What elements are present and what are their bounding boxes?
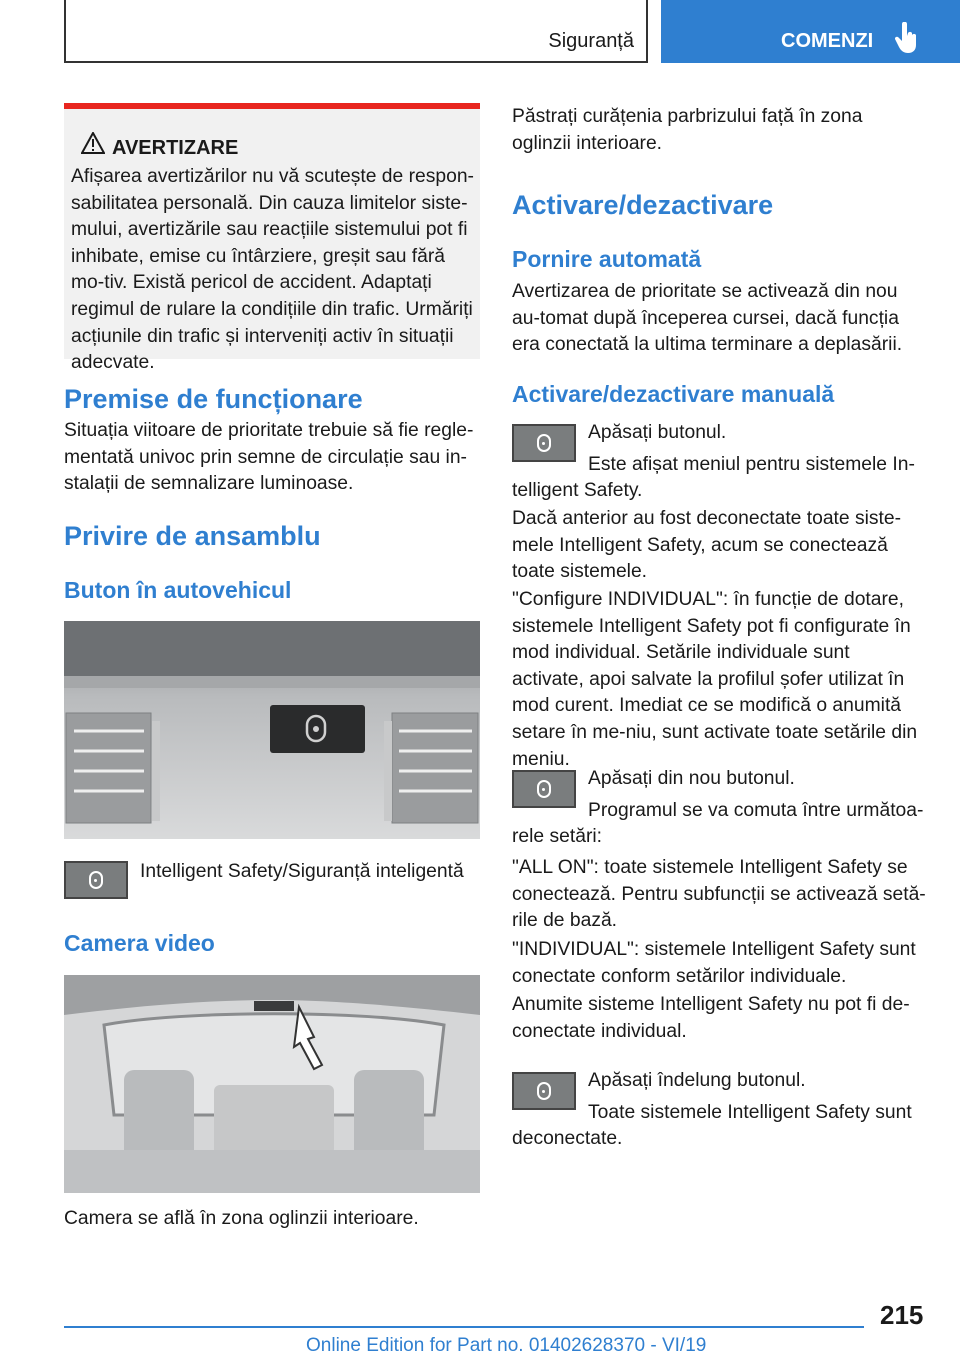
step3-line-b: Toate sistemele Intelligent Safety sunt bbox=[588, 1102, 912, 1123]
page-number: 215 bbox=[880, 1300, 924, 1330]
step1-line-c: telligent Safety. bbox=[512, 480, 643, 501]
heading-auto: Pornire automată bbox=[512, 246, 702, 272]
paragraph-config: "Configure INDIVIDUAL": în funcție de dotare, sistemele Intelligent Safety pot fi configurate în mod individual. Setările individuale sunt activate, apoi salvate la profilul șofer utilizat în mod curent. Imediat ce se modifică o anumită setare în me-niu, sunt activate toate setările din meniu. bbox=[512, 589, 918, 770]
intelligent-safety-button-icon bbox=[64, 861, 128, 899]
heading-premise: Premise de funcționare bbox=[64, 384, 363, 414]
paragraph-all-on: "ALL ON": toate sistemele Intelligent Safety se conectează. Pentru subfuncții se activează setă-rile de bază. bbox=[512, 857, 926, 932]
paragraph-some: Anumite sisteme Intelligent Safety nu pot fi de-conectate individual. bbox=[512, 994, 910, 1042]
heading-activation: Activare/dezactivare bbox=[512, 190, 774, 220]
paragraph-auto: Avertizarea de prioritate se activează din nou au-tomat după începerea cursei, dacă funcția era conectată la ultima terminare a deplasării. bbox=[512, 281, 903, 356]
camera-caption: Camera se află în zona oglinzii interioare. bbox=[64, 1208, 419, 1229]
footer-edition: Online Edition for Part no. 01402628370 - VI/19 bbox=[306, 1335, 707, 1356]
warning-title: AVERTIZARE bbox=[112, 137, 239, 159]
heading-manual: Activare/dezactivare manuală bbox=[512, 381, 835, 407]
header-tab-label: COMENZI bbox=[781, 30, 874, 52]
intelligent-safety-button-icon bbox=[512, 770, 576, 808]
button-caption: Intelligent Safety/Siguranță inteligentă bbox=[140, 861, 464, 882]
warning-box bbox=[64, 103, 480, 374]
paragraph-windshield: Păstrați curățenia parbrizului față în zona oglinzii interioare. bbox=[512, 106, 863, 154]
step3-line-a: Apăsați îndelung butonul. bbox=[588, 1070, 806, 1091]
header-section-box bbox=[64, 0, 648, 63]
photo-button-dashboard bbox=[64, 621, 480, 839]
intelligent-safety-button-icon bbox=[512, 1072, 576, 1110]
step1-line-b: Este afișat meniul pentru sistemele In- bbox=[588, 454, 915, 475]
intelligent-safety-button-icon bbox=[512, 424, 576, 462]
step3-line-c: deconectate. bbox=[512, 1128, 623, 1149]
hand-pointer-icon bbox=[895, 22, 919, 54]
heading-overview: Privire de ansamblu bbox=[64, 521, 321, 551]
footer-divider bbox=[64, 1326, 864, 1328]
header-tab[interactable] bbox=[661, 0, 960, 63]
step1-line-a: Apăsați butonul. bbox=[588, 422, 727, 443]
step2-line-c: rele setări: bbox=[512, 826, 603, 847]
step2-line-b: Programul se va comuta între următoa- bbox=[588, 800, 924, 821]
paragraph-premise: Situația viitoare de prioritate trebuie să fie regle-mentată univoc prin semne de circulație sau in-stalații de semnalizare luminoase. bbox=[64, 420, 474, 495]
header-section-title: Siguranță bbox=[548, 30, 634, 52]
step2-line-a: Apăsați din nou butonul. bbox=[588, 768, 795, 789]
heading-button: Buton în autovehicul bbox=[64, 577, 292, 603]
photo-camera-interior bbox=[64, 975, 480, 1193]
warning-text: Afișarea avertizărilor nu vă scutește de respon-sabilitatea personală. Din cauza limitelor siste-mului, avertizările sau reacțiile sistemului pot fi inhibate, emise cu întârziere, greșit sau fără mo-tiv. Există pericol de accident. Adaptați regimul de rulare la condițiile din trafic. Urmăriți acțiunile din trafic și interveniți activ în situații adecvate. bbox=[71, 166, 474, 374]
heading-camera: Camera video bbox=[64, 930, 215, 956]
paragraph-prev: Dacă anterior au fost deconectate toate siste-mele Intelligent Safety, acum se conectează toate sistemele. bbox=[512, 508, 902, 583]
paragraph-individual: "INDIVIDUAL": sistemele Intelligent Safety sunt conectate conform setărilor individuale. bbox=[512, 939, 916, 987]
warning-triangle-icon bbox=[81, 132, 105, 154]
